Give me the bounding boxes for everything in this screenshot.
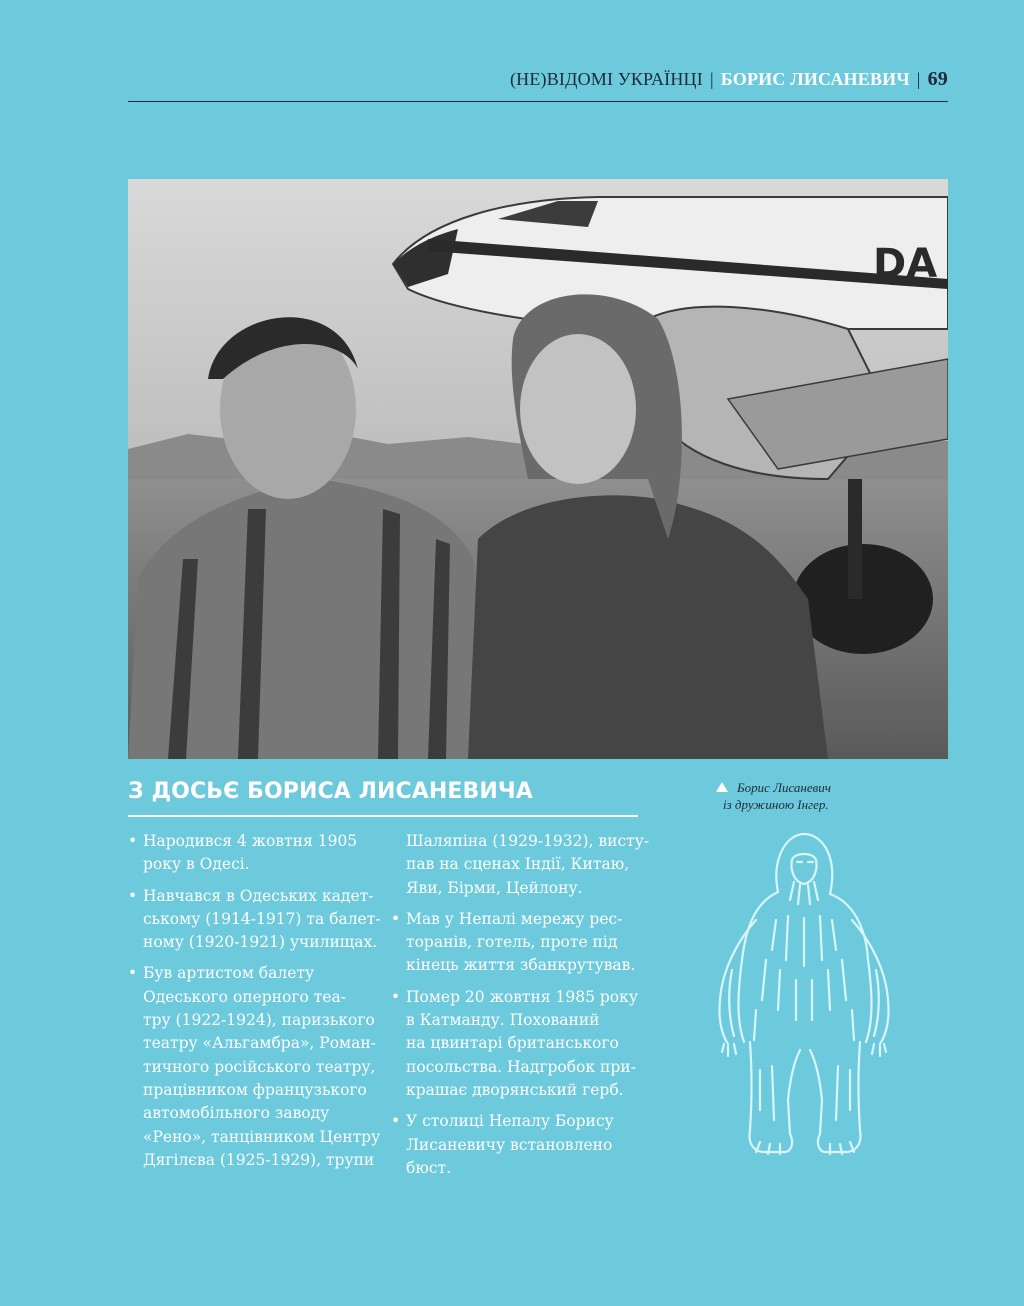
fact-line: • Навчався в Одеських кадет- [143, 886, 374, 905]
fact-monument [391, 1110, 631, 1180]
yeti-beard [790, 882, 818, 904]
yeti-left-leg [750, 1042, 801, 1152]
dossier-heading-rule [128, 815, 638, 817]
fact-line: «Рено», танцівником Центру [143, 1127, 381, 1146]
yeti-face [792, 854, 817, 884]
fact-line: торанів, готель, проте під [406, 933, 618, 952]
fact-line: на цвинтарі британського [406, 1034, 619, 1053]
yeti-fur [754, 916, 854, 1040]
header-separator: | [709, 69, 714, 89]
plane-lettering: DA [873, 241, 938, 287]
caption-line: Борис Лисаневич [737, 780, 831, 795]
page-number: 69 [927, 68, 948, 90]
dossier-heading: З ДОСЬЄ БОРИСА ЛИСАНЕВИЧА [128, 779, 533, 804]
fact-line: • Помер 20 жовтня 1985 року [406, 987, 638, 1006]
fact-line: тру (1922-1924), паризького [143, 1011, 375, 1030]
fact-line: кінець життя збанкрутував. [406, 956, 636, 975]
fact-line: • Був артистом балету [143, 964, 315, 983]
series-title: (НЕ)ВІДОМІ УКРАЇНЦІ [509, 69, 703, 89]
fact-line: Дягілєва (1925-1929), трупи [143, 1150, 375, 1169]
plane-strut [848, 479, 862, 599]
fact-line: крашає дворянський герб. [406, 1080, 624, 1099]
yeti-left-arm [719, 920, 756, 1056]
fact-line: Лисаневичу встановлено [406, 1135, 613, 1154]
fact-line: в Катманду. Похований [406, 1011, 600, 1030]
fact-line: • У столиці Непалу Борису [406, 1112, 614, 1131]
fact-line: працівником французького [143, 1080, 367, 1099]
article-title: БОРИС ЛИСАНЕВИЧ [720, 69, 910, 89]
photo-caption [716, 779, 916, 813]
fact-line: • Мав у Непалі мережу рес- [406, 909, 623, 928]
yeti-right-leg [810, 1042, 861, 1152]
plane-wheel [793, 544, 933, 654]
fact-line: ському (1914-1917) та балет- [143, 909, 381, 928]
header-rule [128, 101, 948, 102]
dossier-column-1 [128, 830, 381, 1180]
fact-birth [128, 830, 368, 877]
fact-line: Шаляпіна (1929-1932), висту- [406, 832, 650, 850]
header-separator: | [916, 69, 921, 89]
fact-line: бюст. [406, 1158, 452, 1177]
dossier-column-2 [391, 830, 650, 1188]
yeti-illustration [716, 830, 892, 1160]
woman-face [520, 334, 636, 484]
running-header [128, 64, 948, 94]
fact-career-continued [391, 830, 650, 900]
caption-line: із дружиною Інгер. [723, 797, 829, 812]
fact-line: пав на сценах Індії, Китаю, [406, 855, 630, 874]
fact-line: Яви, Бірми, Цейлону. [406, 878, 583, 897]
triangle-up-icon [716, 782, 728, 792]
photo-drawing [128, 179, 948, 759]
photo-lysanevych-with-wife [128, 179, 948, 759]
fact-line: ному (1920-1921) училищах. [143, 933, 378, 952]
fact-nepal-business [391, 908, 636, 978]
fact-line: автомобільного заводу [143, 1104, 330, 1123]
fact-line: року в Одесі. [143, 855, 250, 874]
fact-death [391, 986, 638, 1102]
fact-line: тичного російського театру, [143, 1057, 376, 1076]
fact-line: посольства. Надгробок при- [406, 1057, 636, 1076]
fact-line: театру «Альгамбра», Роман- [143, 1034, 376, 1053]
fact-career [128, 962, 381, 1172]
fact-education [128, 885, 381, 955]
fact-line: • Народився 4 жовтня 1905 [143, 832, 358, 850]
fact-line: Одеського оперного теа- [143, 987, 346, 1006]
yeti-leg-fur [756, 1066, 854, 1154]
